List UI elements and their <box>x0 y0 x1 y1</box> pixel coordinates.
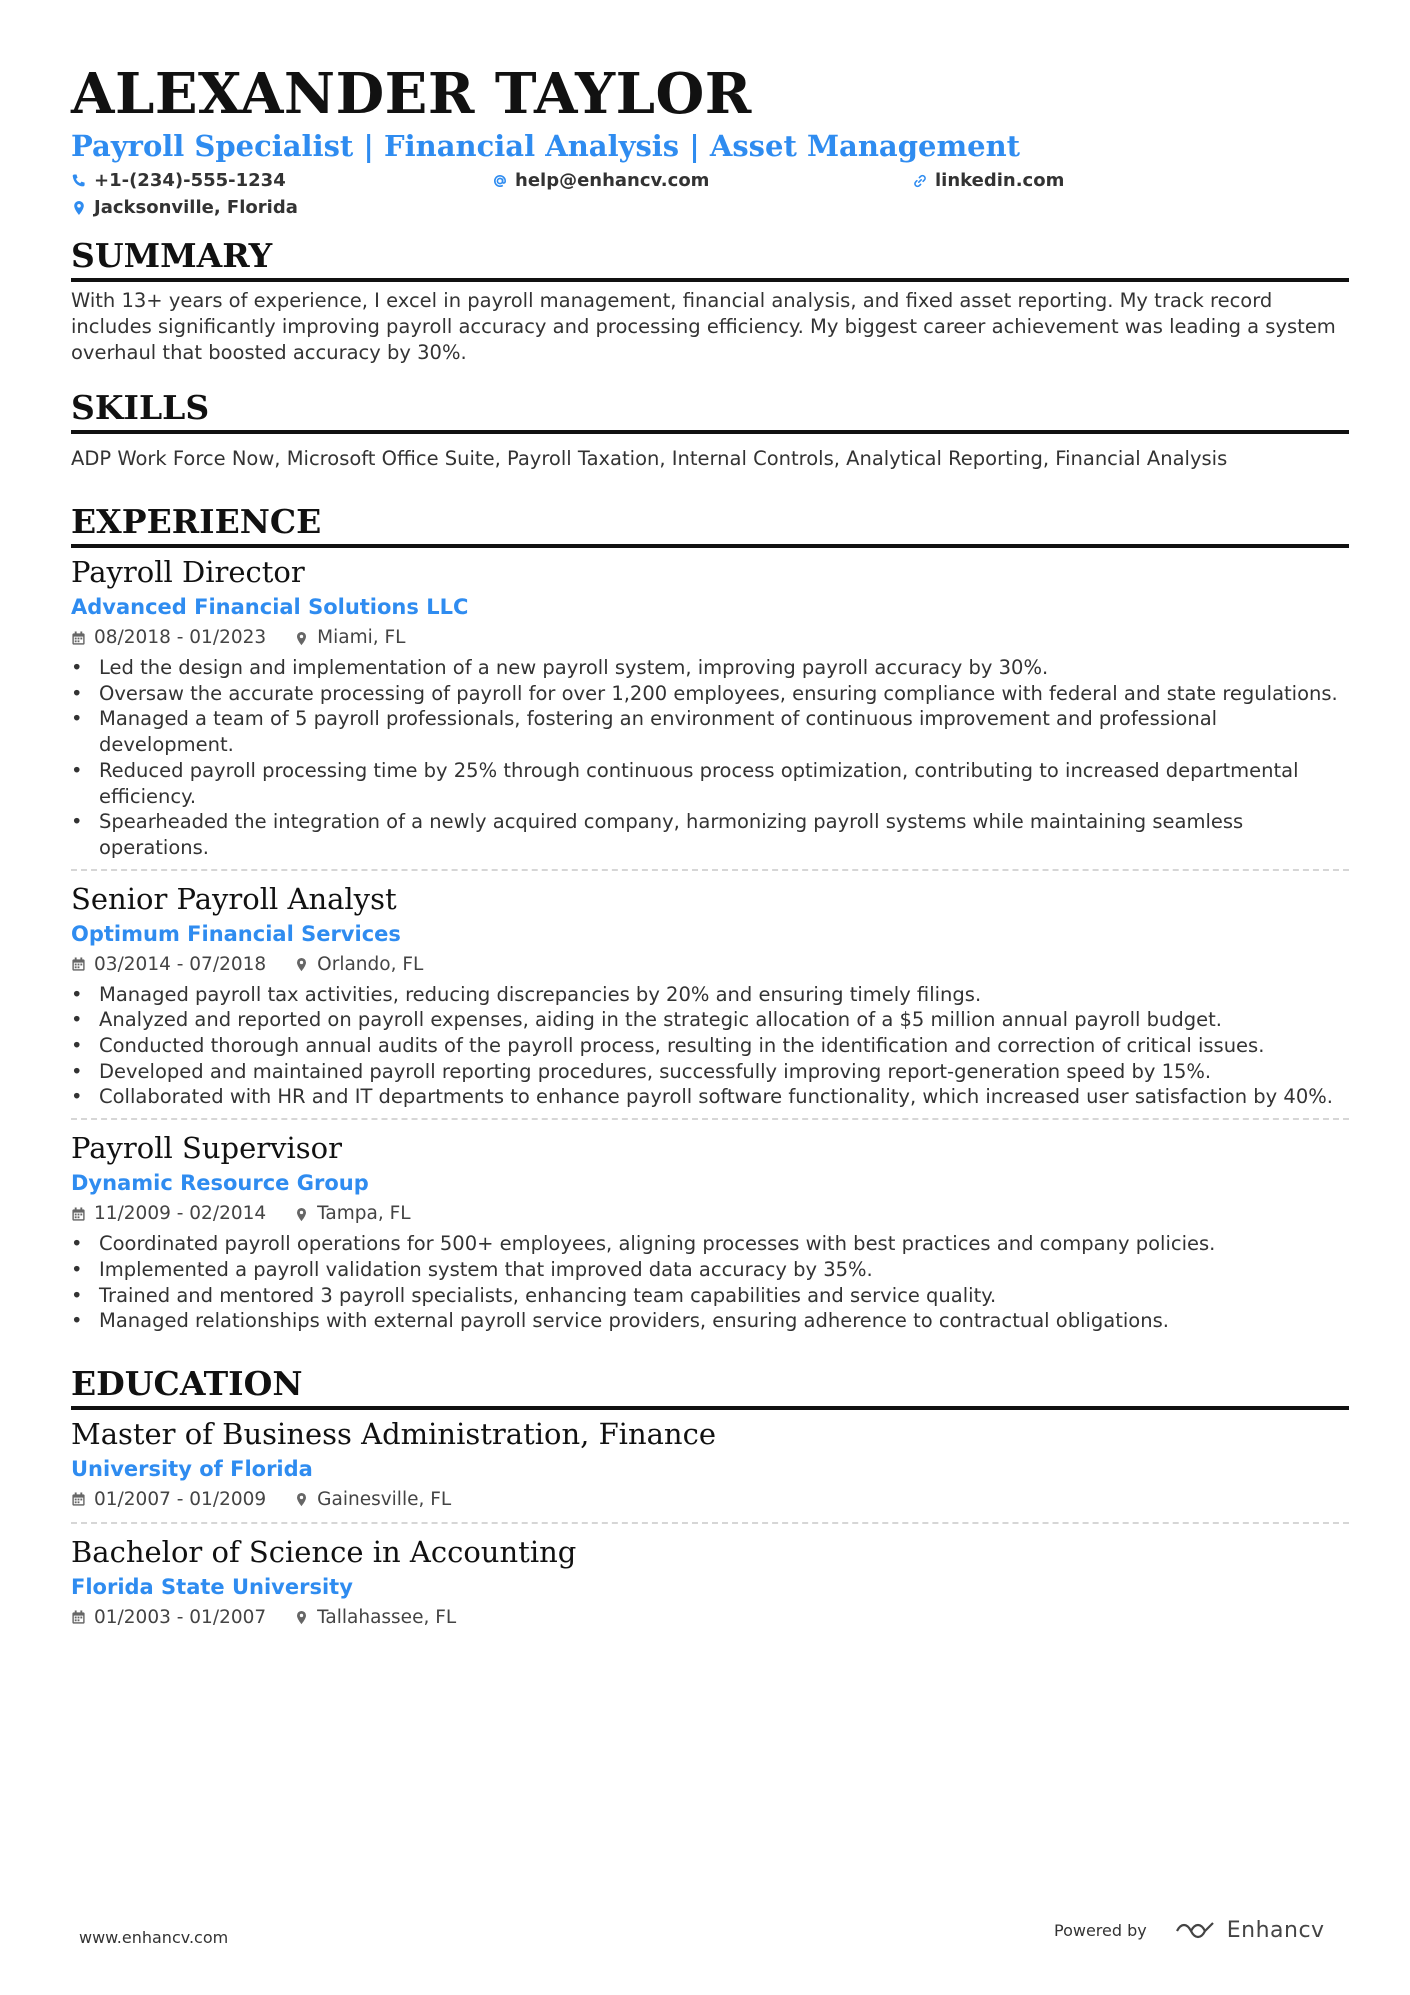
education-location <box>294 1604 456 1632</box>
candidate-name: ALEXANDER TAYLOR <box>71 61 752 127</box>
bullet-item: • Oversaw the accurate processing of payroll for over 1,200 employees, ensuring compliance with federal and state regulations. <box>71 681 1338 705</box>
contact-email[interactable] <box>492 170 709 191</box>
contact-linkedin[interactable] <box>912 170 1064 191</box>
job-dates: 08/2018 - 01/2023 <box>94 627 267 648</box>
job-location <box>294 951 423 979</box>
map-pin-icon <box>294 957 309 972</box>
education-section <box>71 1364 1349 1632</box>
contact-phone[interactable] <box>71 170 286 191</box>
education-location <box>294 1486 451 1514</box>
email-text: help@enhancv.com <box>515 170 710 191</box>
calendar-icon <box>71 1610 86 1625</box>
job-location-text: Tampa, FL <box>317 1203 411 1225</box>
at-icon <box>492 173 508 189</box>
experience-section <box>71 502 1349 1334</box>
section-title-education: EDUCATION <box>71 1364 1349 1410</box>
job-location-text: Orlando, FL <box>317 953 424 975</box>
divider <box>71 869 1349 871</box>
enhancv-logo-icon <box>1173 1919 1221 1943</box>
map-pin-icon <box>294 1492 309 1507</box>
footer-powered-by[interactable] <box>1054 1918 1325 1943</box>
skills-section <box>71 388 1349 472</box>
resume-page <box>71 60 1349 1632</box>
education-meta <box>71 1486 1349 1514</box>
brand-name: Enhancv <box>1226 1918 1325 1943</box>
company-name[interactable]: Advanced Financial Solutions LLC <box>71 595 469 619</box>
calendar-icon <box>71 1492 86 1507</box>
job-entry <box>71 554 1349 861</box>
bullet-item: • Managed a team of 5 payroll professionals, fostering an environment of continuous improvement and professional development. <box>71 707 1218 757</box>
map-pin-icon <box>294 631 309 646</box>
school-name[interactable]: University of Florida <box>71 1456 313 1481</box>
divider <box>71 1522 1349 1524</box>
calendar-icon <box>71 631 86 646</box>
company-name[interactable]: Optimum Financial Services <box>71 921 401 946</box>
job-location <box>294 624 405 652</box>
degree-title: Master of Business Administration, Finance <box>71 1416 717 1451</box>
bullet-item: • Conducted thorough annual audits of the payroll process, resulting in the identification and correction of critical issues. <box>71 1034 1265 1058</box>
location-text: Jacksonville, Florida <box>94 197 298 218</box>
job-title: Payroll Supervisor <box>71 1131 342 1166</box>
bullet-item: • Reduced payroll processing time by 25% through continuous process optimization, contributing to increased departmental efficiency. <box>71 758 1299 808</box>
link-icon <box>912 173 928 189</box>
bullet-item: • Led the design and implementation of a new payroll system, improving payroll accuracy by 30%. <box>71 656 1049 679</box>
bullet-item: • Managed payroll tax activities, reducing discrepancies by 20% and ensuring timely filings. <box>71 982 982 1006</box>
section-title-skills: SKILLS <box>71 388 1349 434</box>
bullet-item: • Trained and mentored 3 payroll specialists, enhancing team capabilities and service quality. <box>71 1283 997 1307</box>
school-name[interactable]: Florida State University <box>71 1574 353 1599</box>
job-dates: 11/2009 - 02/2014 <box>94 1203 267 1225</box>
contact-location <box>71 197 298 218</box>
divider <box>71 1118 1349 1120</box>
map-pin-icon <box>294 1207 309 1222</box>
section-title-experience: EXPERIENCE <box>71 502 1349 548</box>
education-dates: 01/2007 - 01/2009 <box>94 1488 267 1510</box>
job-location-text: Miami, FL <box>317 627 406 648</box>
calendar-icon <box>71 1207 86 1222</box>
bullet-item: • Coordinated payroll operations for 500+ employees, aligning processes with best practices and company policies. <box>71 1232 1216 1256</box>
job-bullets <box>71 655 1349 861</box>
job-dates: 03/2014 - 07/2018 <box>94 953 267 975</box>
job-title: Senior Payroll Analyst <box>71 881 397 916</box>
education-entry <box>71 1416 1349 1514</box>
footer-website[interactable]: www.enhancv.com <box>79 1928 229 1947</box>
job-bullets <box>71 1231 1349 1334</box>
summary-text: With 13+ years of experience, I excel in payroll management, financial analysis, and fixed asset reporting. My track record includes significantly improving payroll accuracy and processing efficiency. My biggest career achievement was leading a system overhaul that boosted accuracy by 30%. <box>71 289 1336 364</box>
job-entry <box>71 881 1349 1111</box>
bullet-item: • Managed relationships with external payroll service providers, ensuring adherence to contractual obligations. <box>71 1309 1169 1333</box>
bullet-item: • Analyzed and reported on payroll expenses, aiding in the strategic allocation of a $5 million annual payroll budget. <box>71 1008 1222 1032</box>
summary-section <box>71 236 1349 366</box>
job-bullets <box>71 982 1349 1111</box>
job-location <box>294 1200 410 1228</box>
job-meta <box>71 951 1349 979</box>
job-meta <box>71 1200 1349 1228</box>
phone-icon <box>71 173 87 189</box>
calendar-icon <box>71 957 86 972</box>
powered-by-label: Powered by <box>1054 1921 1147 1940</box>
education-entry <box>71 1534 1349 1632</box>
map-pin-icon <box>71 200 87 216</box>
job-entry <box>71 1130 1349 1334</box>
degree-title: Bachelor of Science in Accounting <box>71 1534 577 1569</box>
bullet-item: • Collaborated with HR and IT departments to enhance payroll software functionality, which increased user satisfaction by 40%. <box>71 1085 1333 1109</box>
map-pin-icon <box>294 1610 309 1625</box>
skills-text: ADP Work Force Now, Microsoft Office Suite, Payroll Taxation, Internal Controls, Analytical Reporting, Financial Analysis <box>71 447 1228 470</box>
headline: Payroll Specialist | Financial Analysis | Asset Management <box>71 129 1021 163</box>
phone-text: +1-(234)-555-1234 <box>94 170 286 191</box>
job-meta <box>71 624 1349 652</box>
bullet-item: • Developed and maintained payroll reporting procedures, successfully improving report-generation speed by 15%. <box>71 1059 1212 1083</box>
linkedin-text: linkedin.com <box>935 170 1065 191</box>
education-meta <box>71 1604 1349 1632</box>
contact-info <box>71 166 1349 222</box>
education-dates: 01/2003 - 01/2007 <box>94 1606 267 1628</box>
company-name[interactable]: Dynamic Resource Group <box>71 1171 369 1196</box>
bullet-item: • Spearheaded the integration of a newly acquired company, harmonizing payroll systems while maintaining seamless operations. <box>71 810 1244 859</box>
section-title-summary: SUMMARY <box>71 236 1349 282</box>
job-title: Payroll Director <box>71 555 305 589</box>
education-location-text: Tallahassee, FL <box>317 1606 457 1628</box>
bullet-item: • Implemented a payroll validation system that improved data accuracy by 35%. <box>71 1257 873 1281</box>
education-location-text: Gainesville, FL <box>317 1488 452 1510</box>
